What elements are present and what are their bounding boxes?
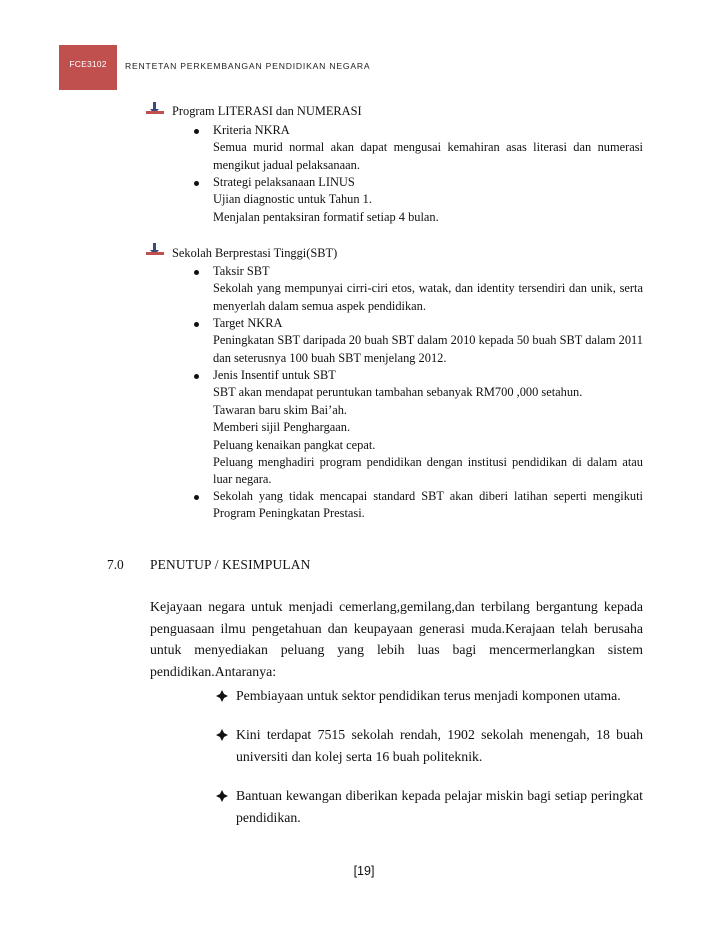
bullet-dot — [194, 374, 199, 379]
item-text: Peningkatan SBT daripada 20 buah SBT dalam 2010 kepada 50 buah SBT dalam 2011 dan seterusnya 100 buah SBT menjelang 2012. — [213, 333, 643, 365]
item-text: Tawaran baru skim Bai’ah. — [213, 402, 348, 417]
section-title: PENUTUP / KESIMPULAN — [150, 557, 311, 572]
item-text: Ujian diagnostic untuk Tahun 1. — [213, 192, 372, 207]
header-title: RENTETAN PERKEMBANGAN PENDIDIKAN NEGARA — [125, 61, 371, 71]
item-heading: Target NKRA — [213, 316, 283, 330]
page-number: [19] — [353, 864, 375, 878]
item-heading: Jenis Insentif untuk SBT — [213, 368, 336, 382]
item-text: Peluang kenaikan pangkat cepat. — [213, 437, 376, 452]
header-code-box — [59, 45, 117, 90]
item-text: SBT akan mendapat peruntukan tambahan sebanyak RM700 ,000 setahun. — [213, 385, 583, 400]
item-heading: Sekolah yang tidak mencapai standard SBT akan diberi latihan seperti mengikuti Program Peningkatan Prestasi. — [213, 489, 643, 521]
item-text: Menjalan pentaksiran formatif setiap 4 bulan. — [213, 209, 439, 224]
arrow-bullet-icon — [146, 101, 164, 115]
item-heading: Strategi pelaksanaan LINUS — [213, 175, 355, 189]
diamond-bullet-icon — [216, 690, 228, 702]
point-text: Kini terdapat 7515 sekolah rendah, 1902 sekolah menengah, 18 buah universiti dan kolej serta 16 buah politeknik. — [236, 727, 643, 764]
item-text: Sekolah yang mempunyai cirri-ciri etos, watak, dan identity tersendiri dan unik, serta menyerlah dalam semua aspek pendidikan. — [213, 281, 643, 313]
section-heading-sbt: Sekolah Berprestasi Tinggi(SBT) — [172, 246, 338, 260]
bullet-dot — [194, 322, 199, 327]
bullet-dot — [194, 495, 199, 500]
header-code: FCE3102 — [69, 59, 107, 69]
bullet-dot — [194, 270, 199, 275]
diamond-bullet-icon — [216, 729, 228, 741]
item-heading: Taksir SBT — [213, 264, 270, 278]
list-item — [213, 122, 643, 174]
arrow-bullet-icon — [146, 242, 164, 256]
list-item — [213, 174, 643, 226]
bullet-dot — [194, 181, 199, 186]
section-number: 7.0 — [107, 557, 124, 572]
item-text: Memberi sijil Penghargaan. — [213, 420, 351, 435]
item-heading: Kriteria NKRA — [213, 123, 290, 137]
list-item — [213, 488, 643, 523]
list-item — [213, 263, 643, 315]
list-item — [213, 315, 643, 367]
item-text: Semua murid normal akan dapat mengusai kemahiran asas literasi dan numerasi mengikut jadual pelaksanaan. — [213, 140, 643, 172]
diamond-bullet-icon — [216, 790, 228, 802]
bullet-dot — [194, 129, 199, 134]
section-heading-program: Program LITERASI dan NUMERASI — [172, 104, 362, 118]
intro-paragraph: Kejayaan negara untuk menjadi cemerlang,gemilang,dan terbilang bergantung kepada penguasaan ilmu pengetahuan dan keupayaan generasi muda.Kerajaan telah berusaha untuk menyediakan peluang yang lebih luas bagi mencermerlangkan sistem pendidikan.Antaranya: — [150, 599, 643, 679]
list-item — [213, 367, 643, 489]
item-text: Peluang menghadiri program pendidikan dengan institusi pendidikan di dalam atau luar negara. — [213, 455, 643, 487]
point-text: Pembiayaan untuk sektor pendidikan terus menjadi komponen utama. — [236, 688, 621, 703]
point-text: Bantuan kewangan diberikan kepada pelajar miskin bagi setiap peringkat pendidikan. — [236, 788, 643, 825]
